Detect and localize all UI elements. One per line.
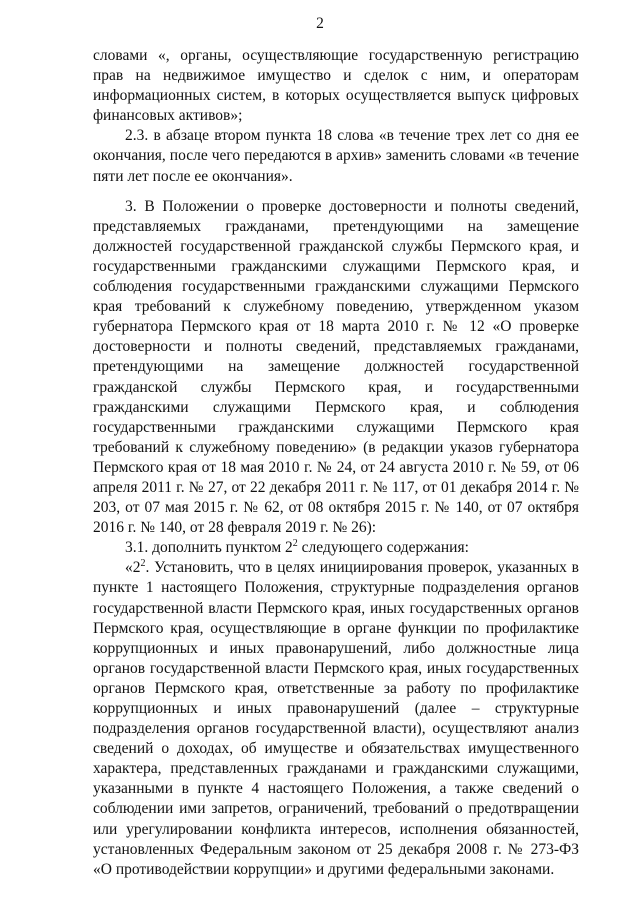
paragraph-quoted-start: «2	[125, 559, 141, 577]
paragraph-3-1-text: 3.1. дополнить пунктом 2	[125, 539, 293, 557]
paragraph-2-3: 2.3. в абзаце втором пункта 18 слова «в течение трех лет со дня ее окончания, после чего передаются в архив» заменить словами «в течение пяти лет после ее окончания».	[93, 127, 579, 185]
paragraph-quoted-text: . Установить, что в целях инициирования проверок, указанных в пункте 1 настоящего Положения, структурные подразделения органов государственной власти Пермского края, иных государственных органов Пермского края, осуществляющие в органе функции по профилактике коррупционных и иных правонарушений, либо должностные лица органов государственной власти Пермского края, иных государственных органов Пермского края, ответственные за работу по профилактике коррупционных и иных правонарушений (далее – структурные подразделения органов государственной власти), осуществляют анализ сведений о доходах, об имуществе и обязательствах имущественного характера, представленных гражданами и гражданскими служащими, указанными в пункте 4 настоящего Положения, а также сведений о соблюдении ими запретов, ограничений, требований о предотвращении или урегулировании конфликта интересов, исполнения обязанностей, установленных Федеральным законом от 25 декабря 2008 г. № 273-ФЗ «О противодействии коррупции» и другими федеральными законами.	[93, 559, 579, 878]
superscript: 2	[292, 538, 298, 550]
page-number: 2	[316, 15, 324, 32]
paragraph-3-1	[93, 538, 579, 558]
paragraph-continuation: словами «, органы, осуществляющие государственную регистрацию прав на недвижимое имущество и сделок с ним, и операторам информационных систем, в которых осуществляется выпуск цифровых финансовых активов»;	[93, 47, 579, 125]
paragraph-3: 3. В Положении о проверке достоверности и полноты сведений, представляемых гражданами, претендующими на замещение должностей государственной гражданской службы Пермского края, и государственными гражданскими служащими Пермского края, и соблюдения государственными гражданскими служащими Пермского края требований к служебному поведению, утвержденном указом губернатора Пермского края от 18 марта 2010 г. № 12 «О проверке достоверности и полноты сведений, представляемых гражданами, претендующими на замещение должностей государственной гражданской службы Пермского края, и государственными гражданскими служащими Пермского края, и соблюдения государственными гражданскими служащими Пермского края требований к служебному поведению» (в редакции указов губернатора Пермского края от 18 мая 2010 г. № 24, от 24 августа 2010 г. № 59, от 06 апреля 2011 г. № 27, от 22 декабря 2011 г. № 117, от 01 декабря 2014 г. № 203, от 07 мая 2015 г. № 62, от 08 октября 2015 г. № 140, от 07 октября 2016 г. № 140, от 28 февраля 2019 г. № 26):	[93, 197, 579, 537]
document-body	[93, 46, 579, 880]
paragraph-quoted-2-2	[93, 558, 579, 880]
superscript: 2	[140, 558, 146, 570]
paragraph-3-1-text-end: следующего содержания:	[297, 539, 469, 557]
